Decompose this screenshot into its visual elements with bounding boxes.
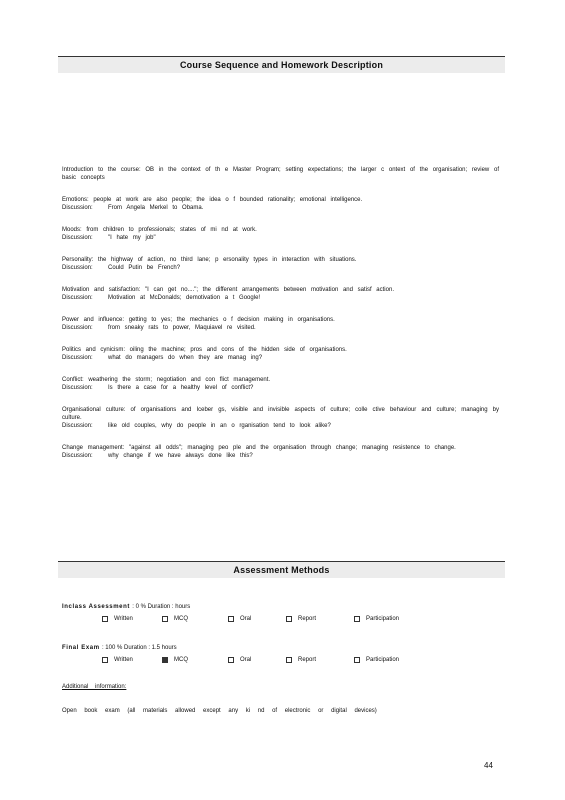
topic-title: Conflict: weathering the storm; negotiation and con flict management. xyxy=(62,377,271,383)
discussion-label: Discussion: xyxy=(62,295,93,301)
topic-discussion xyxy=(62,234,499,242)
inclass-option-participation[interactable] xyxy=(354,616,414,622)
topic-title: Organisational culture: of organisations and Iceber gs, visible and invisible aspects of culture; colle ctive behaviour and culture; managing by culture. xyxy=(62,407,499,421)
checkbox-icon[interactable] xyxy=(354,657,360,663)
final-option-report[interactable] xyxy=(286,657,354,663)
topic-item xyxy=(62,316,499,332)
topic-title: Moods: from children to professionals; states of mi nd at work. xyxy=(62,227,257,233)
checkbox-icon[interactable] xyxy=(286,616,292,622)
checkbox-icon[interactable] xyxy=(102,657,108,663)
topic-title: Change management: "against all odds"; managing peo ple and the organisation through change; managing resistence to change. xyxy=(62,445,456,451)
topic-item xyxy=(62,286,499,302)
discussion-label: Discussion: xyxy=(62,205,93,211)
topic-discussion xyxy=(62,384,499,392)
final-option-participation[interactable] xyxy=(354,657,414,663)
open-book-note: Open book exam (all materials allowed except any ki nd of electronic or digital devices) xyxy=(62,708,377,714)
inclass-assessment-label: Inclass Assessment xyxy=(62,604,130,610)
additional-information-label: Additional information: xyxy=(62,684,127,690)
checkbox-icon[interactable] xyxy=(162,616,168,622)
checkbox-icon[interactable] xyxy=(286,657,292,663)
discussion-text: why change if we have always done like this? xyxy=(108,453,253,459)
discussion-label: Discussion: xyxy=(62,453,93,459)
discussion-text: From Angela Merkel to Obama. xyxy=(108,205,204,211)
option-label: MCQ xyxy=(174,657,188,663)
option-label: Written xyxy=(114,657,133,663)
topic-item xyxy=(62,256,499,272)
checkbox-icon[interactable] xyxy=(228,657,234,663)
topic-title: Emotions: people at work are also people; the idea o f bounded rationality; emotional intelligence. xyxy=(62,197,363,203)
discussion-label: Discussion: xyxy=(62,385,93,391)
inclass-option-report[interactable] xyxy=(286,616,354,622)
inclass-assessment-meta: : 0 % Duration : hours xyxy=(132,604,191,610)
final-options xyxy=(102,657,499,663)
final-option-oral[interactable] xyxy=(228,657,286,663)
topic-title: Power and influence: getting to yes; the mechanics o f decision making in organisations. xyxy=(62,317,335,323)
topic-title: Politics and cynicism: oiling the machine; pros and cons of the hidden side of organisations. xyxy=(62,347,347,353)
inclass-assessment-heading xyxy=(62,604,499,610)
topic-item xyxy=(62,444,499,460)
topic-title: Motivation and satisfaction: "I can get no...."; the different arrangements between motivation and satisf action. xyxy=(62,287,394,293)
topic-discussion xyxy=(62,264,499,272)
discussion-label: Discussion: xyxy=(62,355,93,361)
discussion-label: Discussion: xyxy=(62,235,93,241)
topic-discussion xyxy=(62,354,499,362)
discussion-text: from sneaky rats to power, Maquiavel re visited. xyxy=(108,325,256,331)
option-label: Report xyxy=(298,657,317,663)
option-label: Report xyxy=(298,616,317,622)
topic-item xyxy=(62,226,499,242)
topic-discussion xyxy=(62,294,499,302)
section-header-course-sequence: Course Sequence and Homework Description xyxy=(58,56,505,73)
checked-checkbox-icon[interactable] xyxy=(162,657,168,663)
option-label: MCQ xyxy=(174,616,188,622)
topic-list xyxy=(62,166,499,474)
topic-title: Introduction to the course: OB in the context of th e Master Program; setting expectations; the larger c ontext of the organisation; review of basic concepts xyxy=(62,167,499,181)
topic-discussion xyxy=(62,204,499,212)
page-number: 44 xyxy=(484,761,493,770)
section-header-assessment-methods: Assessment Methods xyxy=(58,561,505,578)
final-exam xyxy=(62,645,499,663)
option-label: Participation xyxy=(366,616,400,622)
inclass-option-written[interactable] xyxy=(102,616,162,622)
option-label: Oral xyxy=(240,616,252,622)
topic-item xyxy=(62,376,499,392)
discussion-text: Could Putin be French? xyxy=(108,265,181,271)
option-label: Participation xyxy=(366,657,400,663)
checkbox-icon[interactable] xyxy=(102,616,108,622)
checkbox-icon[interactable] xyxy=(228,616,234,622)
topic-item xyxy=(62,166,499,182)
discussion-text: Is there a case for a healthy level of conflict? xyxy=(108,385,254,391)
inclass-assessment xyxy=(62,604,499,622)
topic-discussion xyxy=(62,324,499,332)
topic-item xyxy=(62,346,499,362)
topic-discussion xyxy=(62,452,499,460)
discussion-label: Discussion: xyxy=(62,423,93,429)
topic-discussion xyxy=(62,422,499,430)
discussion-label: Discussion: xyxy=(62,325,93,331)
inclass-options xyxy=(102,616,499,622)
topic-title: Personality: the highway of action, no third lane; p ersonality types in interaction with situations. xyxy=(62,257,357,263)
discussion-text: what do managers do when they are manag ing? xyxy=(108,355,263,361)
inclass-option-oral[interactable] xyxy=(228,616,286,622)
topic-item xyxy=(62,196,499,212)
checkbox-icon[interactable] xyxy=(354,616,360,622)
option-label: Oral xyxy=(240,657,252,663)
final-exam-label: Final Exam xyxy=(62,645,100,651)
final-exam-meta: : 100 % Duration : 1.5 hours xyxy=(101,645,177,651)
discussion-text: Motivation at McDonalds; demotivation a t Google! xyxy=(108,295,261,301)
discussion-text: "I hate my job" xyxy=(108,235,156,241)
final-option-written[interactable] xyxy=(102,657,162,663)
topic-item xyxy=(62,406,499,430)
inclass-option-mcq[interactable] xyxy=(162,616,228,622)
final-option-mcq[interactable] xyxy=(162,657,228,663)
final-exam-heading xyxy=(62,645,499,651)
discussion-label: Discussion: xyxy=(62,265,93,271)
option-label: Written xyxy=(114,616,133,622)
discussion-text: like old couples, why do people in an o rganisation tend to look alike? xyxy=(108,423,331,429)
